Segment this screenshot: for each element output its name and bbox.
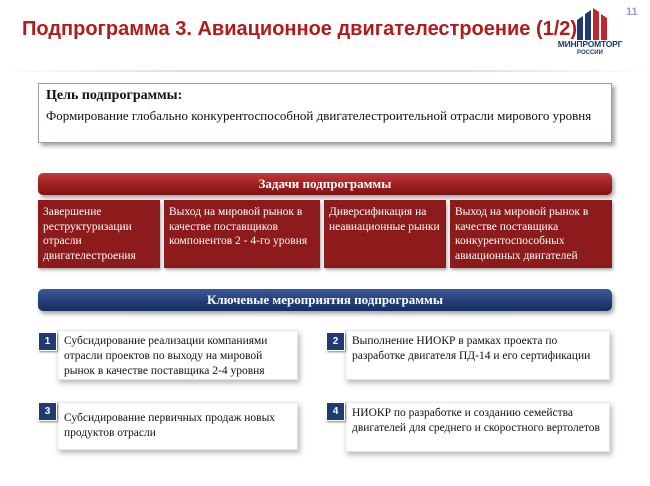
logo-text: МИНПРОМТОРГ [557,39,623,49]
task-item: Завершение реструктуризации отрасли двигателестроения [38,200,160,268]
event-number-badge: 3 [38,402,57,421]
event-number-badge: 4 [326,402,345,421]
task-item: Выход на мировой рынок в качестве поставщиков компонентов 2 - 4-го уровня [164,200,320,268]
event-number-badge: 1 [38,332,57,351]
goal-text: Формирование глобально конкурентоспособной двигателестроительной отрасли мирового уровня [46,108,592,123]
goal-box [38,83,612,143]
slide-title: Подпрограмма 3. Авиационное двигателестроение (1/2) [22,18,578,40]
event-text: НИОКР по разработке и созданию семейства двигателей для среднего и скоростного вертолетов [345,402,610,452]
logo-subtext: РОССИИ [577,50,603,56]
task-item: Диверсификация на неавиационные рынки [324,200,446,268]
tasks-banner: Задачи подпрограммы [38,173,612,195]
event-number-badge: 2 [326,332,345,351]
event-text: Выполнение НИОКР в рамках проекта по разработке двигателя ПД-14 и его сертификации [345,330,610,380]
slide-header [0,0,650,72]
page-number: 11 [626,6,638,18]
tasks-row [38,200,612,268]
goal-title: Цель подпрограммы: [46,88,183,103]
header-divider [0,70,650,72]
task-item: Выход на мировой рынок в качестве поставщика конкурентоспособных авиационных двигателей [450,200,612,268]
event-text: Субсидирование первичных продаж новых продуктов отрасли [57,402,298,450]
event-text: Субсидирование реализации компаниями отрасли проектов по выходу на мировой рынок в качестве поставщика 2-4 уровня [57,330,298,380]
events-banner: Ключевые мероприятия подпрограммы [38,289,612,311]
